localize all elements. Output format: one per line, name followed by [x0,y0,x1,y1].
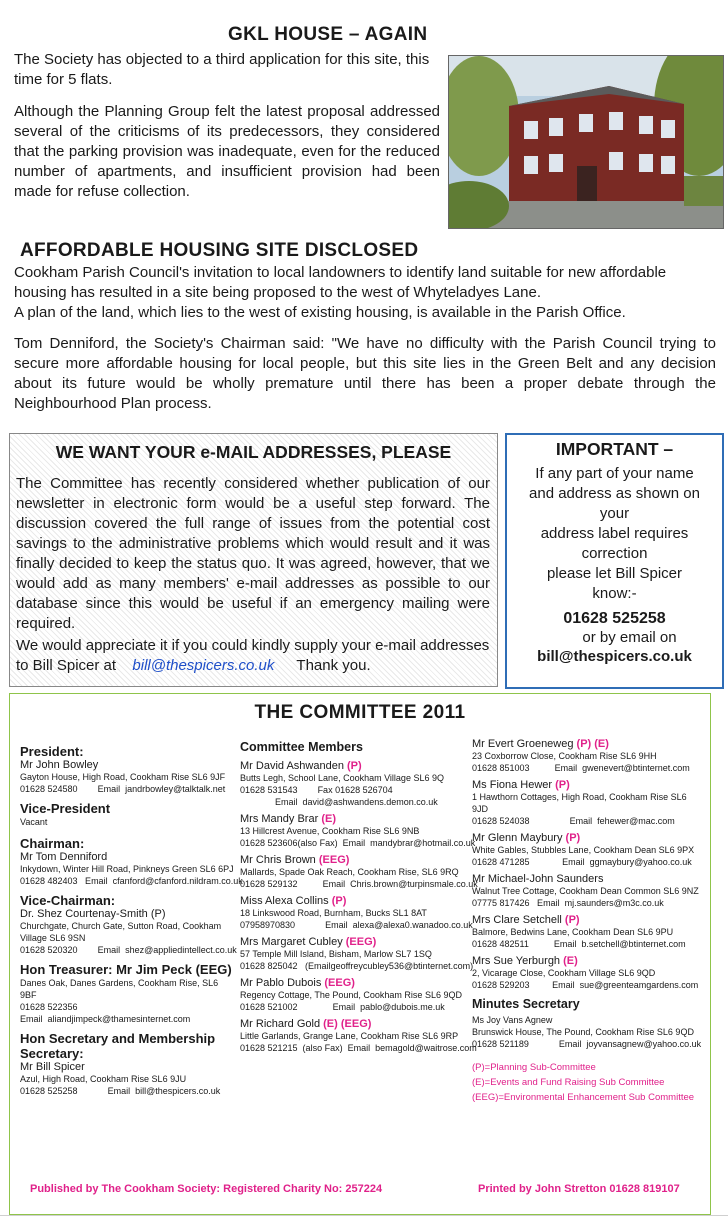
member-address: Walnut Tree Cottage, Cookham Dean Common SL6 9NZ [472,886,699,896]
officer-role: Hon Secretary and Membership Secretary: [20,1031,216,1061]
officer-role: President: [20,744,84,759]
officer-address: Gayton House, High Road, Cookham Rise SL6 9JF [20,772,226,782]
important-line-5: correction [581,545,648,562]
officer-vice-chairman [20,893,235,956]
member-address: 18 Linkswood Road, Burnham, Bucks SL1 8AT [240,908,427,918]
important-or-email: or by email on [582,629,677,646]
member-tags: (P) [331,895,347,907]
gkl-house-photo [448,55,724,229]
member-address: Butts Legh, School Lane, Cookham Village SL6 9Q [240,773,444,783]
minutes-secretary-address: Brunswick House, The Pound, Cookham Rise SL6 9QD [472,1027,694,1037]
email-box-title: WE WANT YOUR e-MAIL ADDRESSES, PLEASE [55,442,452,462]
officer-address: Inkydown, Winter Hill Road, Pinkneys Green SL6 6PJ [20,864,234,874]
member-address: 13 Hillcrest Avenue, Cookham Rise SL6 9NB [240,826,420,836]
member-name: Mr Chris Brown [240,854,316,866]
email-box-request: We would appreciate it if you could kindly supply your e-mail addresses to Bill Spicer at [16,637,490,674]
member-name: Miss Alexa Collins [240,895,329,907]
housing-title: AFFORDABLE HOUSING SITE DISCLOSED [20,240,419,261]
member-address: Mallards, Spade Oak Reach, Cookham Rise, SL6 9RQ [240,867,459,877]
officer-contact: 01628 522356 Email aliandjimpeck@thamesinternet.com [20,1002,191,1024]
officer-contact: 01628 482403 Email cfanford@cfanford.nildram.co.uk [20,876,243,886]
key-environment: (EEG)=Environmental Enhancement Sub Committee [472,1092,695,1103]
key-planning: (P)=Planning Sub-Committee [472,1062,596,1073]
member-entry [472,914,700,950]
officer-contact: 01628 520320 Email shez@appliedintellect.co.uk [20,945,237,955]
member-name: Mrs Margaret Cubley [240,936,343,948]
member-contact: 01628 851003 Email gwenevert@btinternet.com [472,763,690,773]
officer-contact: 01628 525258 Email bill@thespicers.co.uk [20,1086,221,1096]
member-address: White Gables, Stubbles Lane, Cookham Dean SL6 9PX [472,845,695,855]
member-contact: 01628 524038 Email fehewer@mac.com [472,816,675,826]
housing-paragraph-2: A plan of the land, which lies to the west of existing housing, is available in the Parish Office. [14,304,626,321]
housing-paragraph-1: Cookham Parish Council's invitation to local landowners to identify land suitable for new affordable housing has resulted in a site being proposed to the west of Whyteladyes Lane. [14,264,667,301]
committee-title: THE COMMITTEE 2011 [254,702,466,723]
member-contact: 01628 529132 Email Chris.brown@turpinsmale.co.uk [240,879,478,889]
member-entry [240,977,468,1013]
important-line-3: your [599,505,630,522]
member-entry [240,854,478,890]
member-tags: (P) [564,914,580,926]
member-name: Mr Glenn Maybury [472,832,563,844]
member-name: Mr Evert Groeneweg [472,738,574,750]
important-line-2: and address as shown on [529,485,700,502]
member-address: Balmore, Bedwins Lane, Cookham Dean SL6 9PU [472,927,674,937]
email-box-thanks: Thank you. [296,657,371,674]
important-phone: 01628 525258 [563,610,666,627]
member-address: Regency Cottage, The Pound, Cookham Rise SL6 9QD [240,990,462,1000]
key-events: (E)=Events and Fund Raising Sub Committee [472,1077,665,1088]
member-tags: (EEG) [318,854,350,866]
officer-name: Mr Tom Denniford [20,851,108,863]
member-entry [472,779,700,827]
member-address: 1 Hawthorn Cottages, High Road, Cookham Rise SL6 9JD [472,792,687,814]
officer-role: Vice-President [20,801,111,816]
member-contact: 01628 482511 Email b.setchell@btinternet.com [472,939,686,949]
member-name: Mr Michael-John Saunders [472,873,604,885]
committee-column-officers [20,738,243,1097]
member-entry [472,738,700,774]
committee-key [472,1060,700,1105]
member-tags: (EEG) [324,977,355,989]
member-tags: (E) [563,955,578,967]
member-entry [240,813,476,849]
officer-contact: 01628 524580 Email jandrbowley@talktalk.net [20,784,226,794]
member-tags: (P) [347,760,362,772]
member-name: Ms Fiona Hewer [472,779,553,791]
footer-rule [0,1215,728,1216]
important-title: IMPORTANT – [555,439,674,459]
important-line-1: If any part of your name [535,465,694,482]
member-address: 57 Temple Mill Island, Bisham, Marlow SL7 1SQ [240,949,432,959]
officer-address: Azul, High Road, Cookham Rise SL6 9JU [20,1074,187,1084]
important-line-6: please let Bill Spicer [546,565,683,582]
officer-chairman [20,836,243,887]
member-tags: (P) [555,779,570,791]
member-name: Mrs Sue Yerburgh [472,955,561,967]
member-name: Mr Pablo Dubois [240,977,322,989]
officer-president [20,744,235,795]
member-tags: (P) (E) [576,738,609,750]
email-appeal-box [9,433,498,687]
member-address: 23 Coxborrow Close, Cookham Rise SL6 9HH [472,751,657,761]
member-entry [240,936,474,972]
member-contact: 01628 523606(also Fax) Email mandybrar@hotmail.co.uk [240,838,476,848]
footer-printer: Printed by John Stretton 01628 819107 [478,1183,680,1195]
member-entry [472,873,700,909]
minutes-secretary-heading: Minutes Secretary [472,997,580,1011]
officer-name: Dr. Shez Courtenay-Smith (P) [20,908,166,920]
officer-name: Mr Bill Spicer [20,1061,85,1073]
email-box-paragraph-2 [16,636,492,676]
member-contact: 01628 825042 (Emailgeoffreycubley536@btinternet.com) [240,961,474,971]
important-box [505,433,724,689]
officer-address: Danes Oak, Danes Gardens, Cookham Rise, SL6 9BF [20,978,219,1000]
member-contact: 01628 531543 Fax 01628 526704 Email david@ashwandens.demon.co.uk [240,785,438,807]
email-box-paragraph-1: The Committee has recently considered whether publication of our newsletter in electronic form would be a useful step forward. The discussion covered the full range of issues from the potential cost savings to the administrative problems which would result and it was finally decided to keep the status quo. It was agreed, however, that we would add as many members' e-mail addresses as possible to our database since this would be useful if an emergency mailing were required. [16,475,490,632]
important-email[interactable]: bill@thespicers.co.uk [537,648,692,665]
member-contact: 01628 521002 Email pablo@dubois.me.uk [240,1002,445,1012]
important-line-4: address label requires [540,525,689,542]
minutes-secretary-name: Ms Joy Vans Agnew [472,1015,553,1025]
member-address: 2, Vicarage Close, Cookham Village SL6 9QD [472,968,656,978]
officer-treasurer [20,962,235,1025]
housing-paragraph-3: Tom Denniford, the Society's Chairman said: "We have no difficulty with the Parish Council trying to secure more affordable housing for local people, but this site lies in the Green Belt and any decision about its future would be wholly premature until there has been a proper debate through the Neighbourhood Plan process. [14,335,716,412]
gkl-title: GKL HOUSE – AGAIN [228,24,428,45]
minutes-secretary [472,997,700,1050]
committee-column-members-2 [472,738,700,1105]
minutes-secretary-contact: 01628 521189 Email joyvansagnew@yahoo.co.uk [472,1039,702,1049]
officer-role: Vice-Chairman: [20,893,116,908]
member-entry [240,895,473,931]
member-entry [240,1018,477,1054]
member-address: Little Garlands, Grange Lane, Cookham Rise SL6 9RP [240,1031,459,1041]
committee-panel [9,693,711,1215]
committee-column-members [240,740,478,1054]
member-entry [240,760,468,808]
member-contact: 07775 817426 Email mj.saunders@m3c.co.uk [472,898,664,908]
officer-role: Hon Treasurer: Mr Jim Peck (EEG) [20,962,232,977]
member-contact: 01628 521215 (also Fax) Email bemagold@waitrose.com [240,1043,477,1053]
gkl-paragraph-2: Although the Planning Group felt the latest proposal addressed several of the criticisms of its predecessors, they considered that the parking provision was inadequate, even for the reduced number of apartments, and insufficient provision had been made for refuse collection. [14,103,440,200]
member-tags: (E) (EEG) [323,1018,372,1030]
officer-secretary [20,1031,235,1097]
officer-address: Vacant [20,817,48,827]
footer-publisher: Published by The Cookham Society: Registered Charity No: 257224 [30,1183,383,1195]
email-box-link[interactable]: bill@thespicers.co.uk [132,657,275,674]
member-entry [472,832,700,868]
member-contact: 01628 471285 Email ggmaybury@yahoo.co.uk [472,857,692,867]
member-name: Mr David Ashwanden [240,760,344,772]
officer-name: Mr John Bowley [20,759,99,771]
member-tags: (E) [321,813,336,825]
member-contact: 01628 529203 Email sue@greenteamgardens.com [472,980,699,990]
member-tags: (P) [565,832,581,844]
committee-members-heading: Committee Members [240,740,363,754]
member-name: Mrs Clare Setchell [472,914,562,926]
officer-address: Churchgate, Church Gate, Sutton Road, Cookham Village SL6 9SN [20,921,222,943]
member-name: Mrs Mandy Brar [240,813,319,825]
important-line-7: know:- [592,585,637,602]
gkl-paragraph-1: The Society has objected to a third application for this site, this time for 5 flats. [14,51,430,88]
member-entry [472,955,700,991]
member-tags: (EEG) [345,936,377,948]
officer-role: Chairman: [20,836,85,851]
officer-vice-president [20,801,235,828]
member-name: Mr Richard Gold [240,1018,321,1030]
member-contact: 07958970830 Email alexa@alexa0.wanadoo.co.uk [240,920,473,930]
